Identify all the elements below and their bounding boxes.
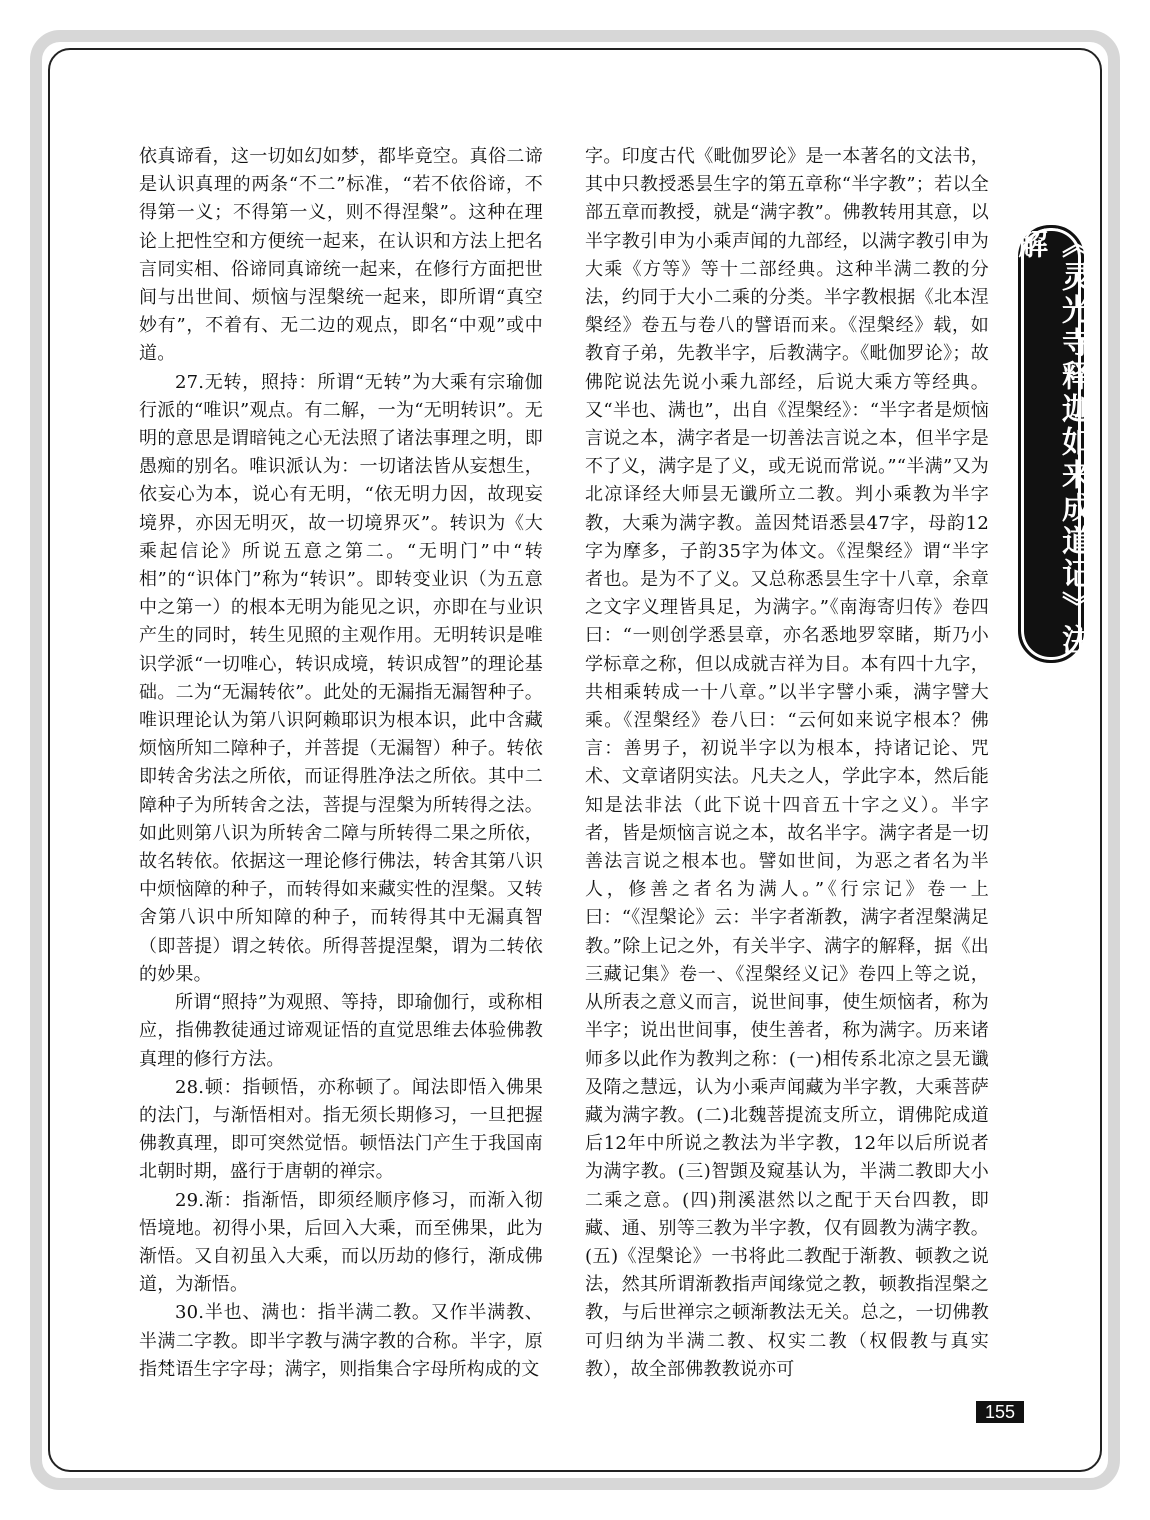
right-paragraph-1: 字。印度古代《毗伽罗论》是一本著名的文法书，其中只教授悉昙生字的第五章称“半字教”；若以全部五章而教授，就是“满字教”。佛教转用其意，以半字教引申为小乘声闻的九部经，以满字教引申为大乘《方等》等十二部经典。这种半满二教的分法，约同于大小二乘的分类。半字教根据《北本涅槃经》卷五与卷八的譬语而来。《涅槃经》载，如教育子弟，先教半字，后教满字。《毗伽罗论》；故佛陀说法先说小乘九部经，后说大乘方等经典。又“半也、满也”，出自《涅槃经》：“半字者是烦恼言说之本，满字者是一切善法言说之本，但半字是不了义，满字是了义，或无说而常说。”“半满”又为北凉译经大师昙无谶所立二教。判小乘教为半字教，大乘为满字教。盖因梵语悉昙47字，母韵12字为摩多，子韵35字为体文。《涅槃经》谓“半字者也。是为不了义。又总称悉昙生字十八章，余章之文字义理皆具足，为满字。”《南海寄归传》卷四曰：“一则创学悉昙章，亦名悉地罗窣睹，斯乃小学标章之称，但以成就吉祥为目。本有四十九字，共相乘转成一十八章。”以半字譬小乘，满字譬大乘。《涅槃经》卷八曰：“云何如来说字根本？佛言：善男子，初说半字以为根本，持诸记论、咒术、文章诸阴实法。凡夫之人，学此字本，然后能知是法非法（此下说十四音五十字之义）。半字者，皆是烦恼言说之本，故名半字。满字者是一切善法言说之根本也。譬如世间，为恶之者名为半人，修善之者名为满人。”《行宗记》卷一上曰：“《涅槃论》云：半字者渐教，满字者涅槃满足教。”除上记之外，有关半字、满字的解释，据《出三藏记集》卷一、《涅槃经义记》卷四上等之说，从所表之意义而言，说世间事，使生烦恼者，称为半字；说出世间事，使生善者，称为满字。历来诸师多以此作为教判之称：(一)相传系北凉之昙无谶及隋之慧远，认为小乘声闻藏为半字教，大乘菩萨藏为满字教。(二)北魏菩提流支所立，谓佛陀成道后12年中所说之教法为半字教，12年以后所说者为满字教。(三)智顗及窥基认为，半满二教即大小二乘之意。(四)荆溪湛然以之配于天台四教，即藏、通、别等三教为半字教，仅有圆教为满字教。(五)《涅槃论》一书将此二教配于渐教、顿教之说法，然其所谓渐教指声闻缘觉之教，顿教指涅槃之教，与后世禅宗之顿渐教法无关。总之，一切佛教可归纳为半满二教、权实二教（权假教与真实教），故全部佛教教说亦可 bbox=[585, 146, 989, 1380]
left-paragraph-3: 所谓“照持”为观照、等持，即瑜伽行，或称相应，指佛教徒通过谛观证悟的直觉思维去体验佛教真理的修行方法。 bbox=[139, 992, 543, 1070]
left-paragraph-1: 依真谛看，这一切如幻如梦，都毕竟空。真俗二谛是认识真理的两条“不二”标准，“若不依俗谛，不得第一义；不得第一义，则不得涅槃”。这种在理论上把性空和方便统一起来，在认识和方法上把名言同实相、俗谛同真谛统一起来，在修行方面把世间与出世间、烦恼与涅槃统一起来，即所谓“真空妙有”，不着有、无二边的观点，即名“中观”或中道。 bbox=[139, 146, 543, 365]
right-text-column bbox=[585, 143, 989, 1384]
left-paragraph-5: 29.渐：指渐悟，即须经顺序修习，而渐入彻悟境地。初得小果，后回入大乘，而至佛果，此为渐悟。又自初虽入大乘，而以历劫的修行，渐成佛道，为渐悟。 bbox=[139, 1189, 543, 1296]
left-paragraph-2: 27.无转，照持：所谓“无转”为大乘有宗瑜伽行派的“唯识”观点。有二解，一为“无明转识”。无明的意思是谓暗钝之心无法照了诸法事理之明，即愚痴的别名。唯识派认为：一切诸法皆从妄想生，依妄心为本，说心有无明，“依无明力因，故现妄境界，亦因无明灭，故一切境界灭”。转识为《大乘起信论》所说五意之第二。“无明门”中“转相”的“识体门”称为“转识”。即转变业识（为五意中之第一）的根本无明为能见之识，亦即在与业识产生的同时，转生见照的主观作用。无明转识是唯识学派“一切唯心，转识成境，转识成智”的理论基础。二为“无漏转依”。此处的无漏指无漏智种子。唯识理论认为第八识阿赖耶识为根本识，此中含藏烦恼所知二障种子，并菩提（无漏智）种子。转依即转舍劣法之所依，而证得胜净法之所依。其中二障种子为所转舍之法，菩提与涅槃为所转得之法。如此则第八识为所转舍二障与所转得二果之所依，故名转依。依据这一理论修行佛法，转舍其第八识中烦恼障的种子，而转得如来藏实性的涅槃。又转舍第八识中所知障的种子，而转得其中无漏真智（即菩提）谓之转依。所得菩提涅槃，谓为二转依的妙果。 bbox=[139, 371, 543, 985]
page-number: 155 bbox=[976, 1401, 1024, 1423]
left-paragraph-4: 28.顿：指顿悟，亦称顿了。闻法即悟入佛果的法门，与渐悟相对。指无须长期修习，一旦把握佛教真理，即可突然觉悟。顿悟法门产生于我国南北朝时期，盛行于唐朝的禅宗。 bbox=[139, 1076, 543, 1183]
chapter-title: 《灵光寺释迦如来成道记》注解 bbox=[1012, 228, 1091, 657]
left-paragraph-6: 30.半也、满也：指半满二教。又作半满教、半满二字教。即半字教与满字教的合称。半字，原指梵语生字字母；满字，则指集合字母所构成的文 bbox=[139, 1302, 543, 1380]
left-text-column bbox=[139, 143, 543, 1384]
chapter-side-tab bbox=[1012, 225, 1091, 663]
